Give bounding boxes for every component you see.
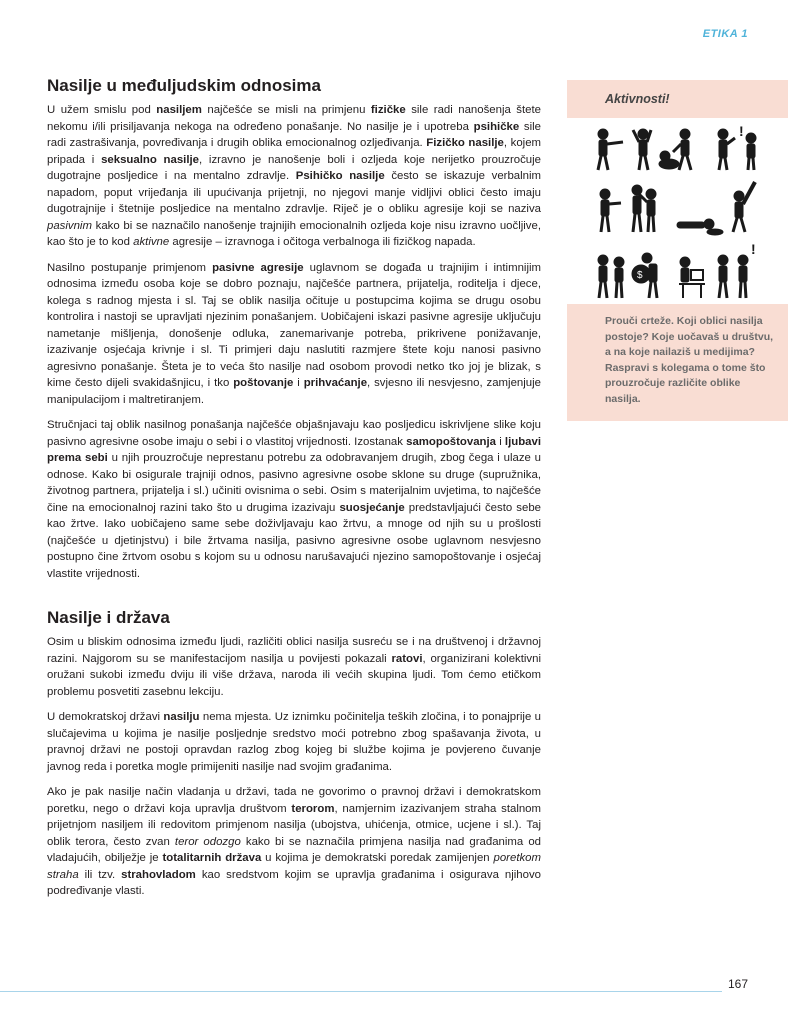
footer-rule bbox=[0, 991, 722, 992]
chapter-tag: ETIKA 1 bbox=[702, 28, 748, 40]
hair-pulling-icon bbox=[598, 255, 624, 298]
text-run: , svjesno ili nesvjesno, zamjenjuje manipulacijom i maltretiranjem. bbox=[47, 377, 541, 406]
activities-heading: Aktivnosti! bbox=[567, 80, 788, 118]
text-run: često se iskazuje verbalnim napadom, poput vrijeđanja ili upućivanja prijetnji, no njegovi manje vidljivi oblici često imaju dugotrajnije i štetnije posljedice na mentalno zdravlje. Riječ je o obliku agresije koji se naziva bbox=[47, 170, 541, 215]
beating-icon bbox=[659, 129, 691, 170]
emphasis-term: samopoštovanja bbox=[406, 435, 497, 448]
cyberbullying-icon bbox=[679, 257, 705, 298]
emphasis-term: nasiljem bbox=[156, 104, 202, 116]
violence-pictograms bbox=[567, 118, 788, 304]
money-extortion-icon bbox=[632, 253, 657, 298]
section-title: Nasilje i država bbox=[47, 608, 170, 627]
emphasis-term: poštovanje bbox=[233, 377, 294, 389]
emphasis-term: suosjećanje bbox=[339, 501, 405, 514]
bat-attack-icon bbox=[733, 182, 755, 232]
text-run: nema mjesta. Uz iznimku počinitelja teških zločina, i to ponajprije u slučajevima u kojima je nasilje posljednje sredstvo moći potrebno zbog spašavanja života, u pravnoj državi ne postoji opravdan razlog zbog kojeg bi službe kojima je povjereno čuvanje javnog reda i poretka mogle primijeniti nasilje nad svojim građanima. bbox=[47, 711, 541, 773]
main-content bbox=[47, 76, 541, 909]
emphasis-term: fizičke bbox=[370, 104, 406, 116]
svg-text:!: ! bbox=[739, 124, 744, 139]
text-run: , izravno je nanošenje boli i ozljeda koje nerijetko prouzročuje dugotrajne posljedice i na mentalno zdravlje. bbox=[47, 153, 541, 182]
text-run: kako bi se naznačila primjena nasilja nad građanima od vladajućih, obilježje je bbox=[47, 835, 541, 864]
paragraph bbox=[47, 102, 541, 251]
emphasis-term: nasilju bbox=[163, 711, 200, 723]
text-run: uglavnom se događa u trajnijim i intimnijim odnosima između osoba koje se dobro poznaju, najčešće partnera, prijatelja, roditelja i djece, kolega s radnog mjesta i sl. Taj se oblik nasilja očituje u postupcima kojima se drugu osobu kontrolira i nastoji se upravljati njezinim ponašanjem. Uobičajeni iskazi pasivne agresije uključuju nametanje mišljenja, donošenje odluka, zanemarivanje potreba, prikrivene ponižavanje, izazivanje osjećaja krivnje i sl. Ti primjeri daju naslutiti razmjere štete koju nanosi pasivno agresivno ponašanje. Šteta je to veća što nasilje nad osobom provodi netko tko joj je blizak, s kime često dijeli svakidašnjicu, i tko bbox=[47, 261, 541, 389]
emphasis-term: seksualno nasilje bbox=[101, 153, 199, 166]
paragraph bbox=[47, 260, 541, 409]
text-run: U demokratskoj državi bbox=[47, 711, 164, 723]
svg-text:!: ! bbox=[751, 241, 756, 257]
text-run: , kojem pripada i bbox=[47, 137, 542, 166]
emphasis-term: strahovladom bbox=[121, 868, 196, 881]
text-run: i bbox=[496, 435, 505, 448]
italic-term: teror odozgo bbox=[174, 835, 241, 848]
text-run: ili tzv. bbox=[78, 868, 122, 881]
paragraph bbox=[47, 417, 541, 582]
text-run: Nasilno postupanje primjenom bbox=[47, 261, 213, 274]
text-run: Ako je pak nasilje način vladanja u državi, tada ne govorimo o pravnoj državi i demokratskom poretku, nego o državi koja upravlja društvom bbox=[47, 786, 541, 815]
emphasis-term: pasivne agresije bbox=[212, 261, 304, 274]
svg-text:$: $ bbox=[637, 270, 643, 281]
activities-box bbox=[567, 80, 788, 421]
italic-term: poretkom straha bbox=[47, 852, 541, 881]
text-run: i bbox=[293, 377, 304, 389]
paragraph bbox=[47, 709, 541, 775]
text-run: sile radi nanošenja štete nekomu i/ili prisiljavanja nekoga na određeno ponašanje. No nasilje je i upotreba bbox=[47, 104, 541, 133]
text-run: Stručnjaci taj oblik nasilnog ponašanja najčešće objašnjavaju kao posljedicu iskrivljene slike koju pasivno agresivne osobe imaju o sebi i o vlastitoj vrijednosti. Izostanak bbox=[47, 419, 541, 448]
harassment-icon bbox=[718, 241, 756, 298]
text-run: Osim u bliskim odnosima između ljudi, različiti oblici nasilja susreću se i na društvenoj i državnoj razini. Najgorom su se manifestacijom nasilja u povijesti pokazali bbox=[47, 636, 541, 665]
paragraph bbox=[47, 784, 541, 900]
section-title: Nasilje u međuljudskim odnosima bbox=[47, 76, 321, 95]
text-run: u njih prouzročuje neprestanu potrebu za odobravanjem drugih, zbog čega i ulaze u odnose. Kako bi osigurale trajniji odnos, pasivno agresivne osobe sklone su druge (supružnika, životnog partnera, prijatelja i sl.) učiniti ovisnima o sebi. Osim s materijalnim uvjetima, to najčešće čine na emocionalnoj razini tako što u drugima izazivaju bbox=[47, 452, 541, 514]
emphasis-term: ratovi bbox=[391, 652, 423, 665]
text-run: kao sredstvom kojim se upravlja građanima i osigurava njihovo podređivanje vlasti. bbox=[47, 868, 541, 897]
text-run: u kojima je demokratski poredak zamijenjen bbox=[261, 852, 494, 864]
italic-term: pasivnim bbox=[47, 219, 92, 232]
text-run: , organizirani kolektivni oružani sukobi između dviju ili više država, naroda ili većih skupina ljudi. Tom ćemo etičkom problemu posvetiti zasebnu lekciju. bbox=[47, 652, 541, 698]
text-run: kako bi se naznačilo nanošenje trajnijih emocionalnih ozljeda koje nisu izravno uočljive, kao što je to kod bbox=[47, 219, 541, 248]
text-run: najčešće se misli na primjenu bbox=[201, 104, 371, 116]
text-run: predstavljajući često sebe kao žrtve. Iako uobičajeno same sebe doživljavaju kao žrtvu, a mnoge od njih su u prošlosti (najčešće u djetinjstvu) i bile žrtvama nasilja, pasivno agresivne osobe uglavnom nesvjesno postupno čine žrtvom osobu s kojom su u odnosu narušavajući njezino samopoštovanje i osjećaj vlastite vrijednosti. bbox=[47, 501, 541, 580]
gun-threat-icon bbox=[598, 129, 651, 170]
emphasis-term: totalitarnih država bbox=[162, 852, 262, 864]
emphasis-term: Fizičko nasilje bbox=[426, 137, 504, 149]
emphasis-term: ljubavi prema sebi bbox=[47, 435, 541, 464]
text-run: , namjernim izazivanjem straha stalnom prijetnjom nasiljem ili redovitom primjenom nasilja (ubojstva, uhićenja, otmice, ucjene i sl.). Taj oblik terora, često zvan bbox=[47, 802, 542, 848]
activities-instructions: Prouči crteže. Koji oblici nasilja postoje? Koje uočavaš u društvu, a na koje nailaziš u medijima? Raspravi s kolegama o tome što prouzročuje različite oblike nasilja. bbox=[567, 304, 788, 421]
intimidation-icon bbox=[718, 124, 756, 170]
choking-icon bbox=[632, 185, 656, 232]
text-run: U užem smislu pod bbox=[47, 104, 157, 116]
victim-lying-icon bbox=[677, 219, 723, 235]
gun-attack-icon bbox=[600, 189, 621, 232]
page-number: 167 bbox=[727, 977, 748, 991]
text-run: sile radi zastrašivanja, povređivanja i drugih oblika emocionalnog ozljeđivanja. bbox=[47, 120, 541, 149]
paragraph bbox=[47, 634, 541, 700]
italic-term: aktivne bbox=[133, 236, 170, 248]
text-run: agresije – izravnoga i očitoga verbalnoga ili fizičkog napada. bbox=[169, 236, 476, 248]
emphasis-term: terorom bbox=[291, 802, 335, 815]
emphasis-term: Psihičko nasilje bbox=[295, 170, 385, 182]
emphasis-term: prihvaćanje bbox=[303, 377, 368, 389]
emphasis-term: psihičke bbox=[473, 120, 520, 133]
